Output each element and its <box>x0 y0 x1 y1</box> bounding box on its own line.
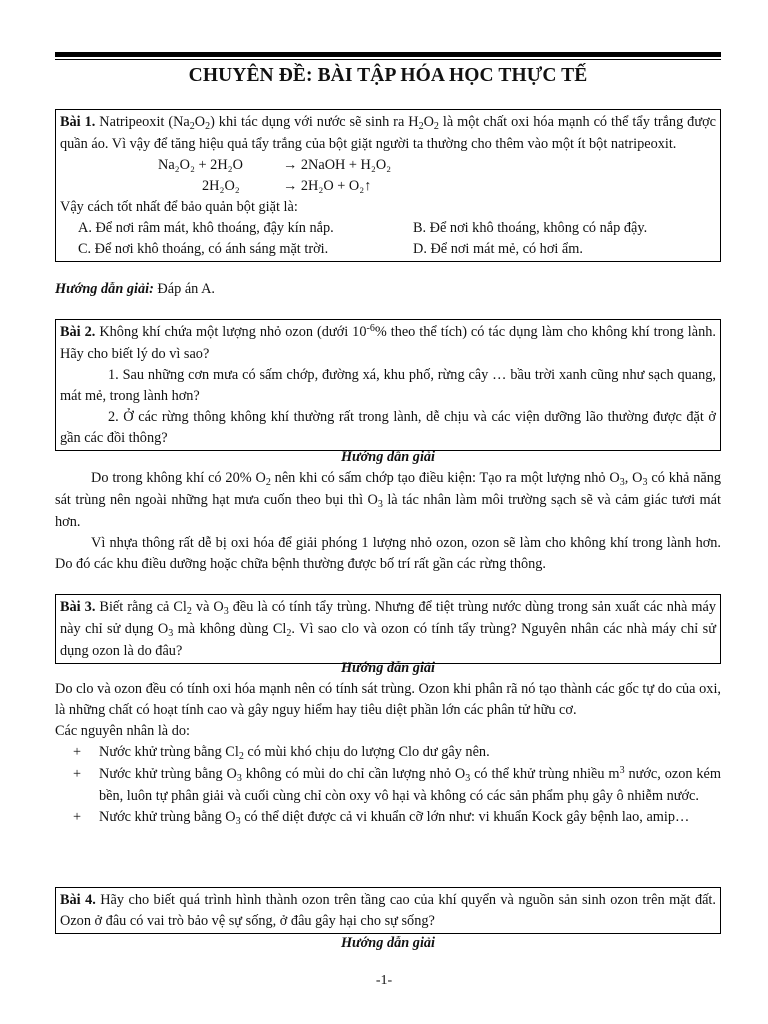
exercise-1-label: Bài 1. <box>60 114 96 130</box>
exercise-1-box <box>55 109 721 262</box>
exercise-2-item-1: 1. Sau những cơn mưa có sấm chớp, đường xá, khu phố, rừng cây … bầu trời xanh cũng như sạch quang, mát mẻ, trong lành hơn? <box>60 367 716 404</box>
bullet-mark: + <box>73 809 82 825</box>
equation-2: 2H₂O₂ → 2H₂O + O₂↑ <box>202 178 372 194</box>
page-title: CHUYÊN ĐỀ: BÀI TẬP HÓA HỌC THỰC TẾ <box>188 65 588 86</box>
exercise-4-label: Bài 4. <box>60 892 96 908</box>
exercise-2-item-2: 2. Ở các rừng thông không khí thường rất trong lành, dễ chịu và các viện dưỡng lão thường được đặt ở gần các đồi thông? <box>60 409 716 446</box>
exercise-4-box: Bài 4. Hãy cho biết quá trình hình thành ozon trên tầng cao của khí quyển và nguồn sản sinh ozon trên mặt đất. Ozon ở đâu có vai trò bảo vệ sự sống, ở đâu gây hại cho sự sống? <box>55 887 721 934</box>
solution-paragraph-2: Các nguyên nhân là do: <box>55 723 190 739</box>
exercise-3-solution <box>55 658 721 829</box>
solution-paragraph-2: Vì nhựa thông rất dễ bị oxi hóa để giải phóng 1 lượng nhỏ ozon, ozon sẽ làm cho không khí trong lành hơn. Do đó các khu điều dưỡng hoặc chữa bệnh thường được bố trí rất gần các rừng thông. <box>55 535 721 572</box>
bullet-mark: + <box>73 744 82 760</box>
header-rule-thick <box>55 52 721 57</box>
option-a: A. Để nơi râm mát, khô thoáng, đậy kín nắp. <box>78 220 334 236</box>
exercise-1-solution <box>55 279 721 300</box>
exercise-2-solution <box>55 447 721 575</box>
solution-heading: Hướng dẫn giải <box>340 449 436 465</box>
solution-paragraph-1: Do trong không khí có 20% $O_2$ nên khi có sấm chớp tạo điều kiện: Tạo ra một lượng nhỏ $O_3$, $O_3$ có khả năng sát trùng nên ngoài những hạt mưa cuốn theo bụi thì $O_3$ là tác nhân làm môi trường sạch sẽ và cảm giác tươi mát hơn. <box>55 470 721 530</box>
bullet-mark: + <box>73 766 82 782</box>
bullet-item: + Nước khử trùng bằng $O_3$ có thể diệt được cả vi khuẩn cỡ lớn như: vi khuẩn Kock gây bệnh lao, amip… <box>55 807 721 829</box>
exercise-2-question: Bài 2. Không khí chứa một lượng nhỏ ozon (dưới $10^{-6}\%$ theo thể tích) có tác dụng làm cho không khí trong lành. Hãy cho biết lý do vì sao? <box>60 323 716 362</box>
exercise-2-box <box>55 319 721 451</box>
equation-1: Na₂O₂ + 2H₂O → 2NaOH + H₂O₂ <box>158 157 392 173</box>
exercise-1-question: Bài 1. Natripeoxit $(Na_2O_2)$ khi tác dụng với nước sẽ sinh ra $H_2O_2$ là một chất oxi hóa mạnh có thể tẩy trắng được quần áo. Vì vậy để tăng hiệu quả tẩy trắng của bột giặt người ta thường cho thêm vào một ít bột natripeoxit. <box>60 114 716 152</box>
exercise-3-label: Bài 3. <box>60 599 96 615</box>
bullet-item: + Nước khử trùng bằng $Cl_2$ có mùi khó chịu do lượng Clo dư gây nên. <box>55 742 721 764</box>
solution-heading: Hướng dẫn giải <box>340 660 436 676</box>
bullet-item: + Nước khử trùng bằng $O_3$ không có mùi do chỉ cần lượng nhỏ $O_3$ có thể khử trùng nhiều $m^3$ nước, ozon kém bền, luôn tự phân giải và cuối cùng chỉ còn oxy vô hại và không có các sản phẩm phụ gây ô nhiễm nước. <box>55 764 721 807</box>
header-rule-thin <box>55 59 721 60</box>
options-row-1 <box>60 218 716 239</box>
solution-paragraph-1: Do clo và ozon đều có tính oxi hóa mạnh nên có tính sát trùng. Ozon khi phân rã nó tạo thành các gốc tự do của oxi, là những chất có hoạt tính cao và gây nguy hiểm hay tiêu diệt phần lớn các phân tử hữu cơ. <box>55 681 721 718</box>
solution-label: Hướng dẫn giải: <box>55 281 154 297</box>
exercise-4-solution <box>55 933 721 954</box>
option-c: C. Để nơi khô thoáng, có ánh sáng mặt trời. <box>78 241 329 257</box>
exercise-3-box: Bài 3. Biết rằng cả $Cl_2$ và $O_3$ đều là có tính tẩy trùng. Nhưng để tiệt trùng nước dùng trong sản xuất các nhà máy này chỉ sử dụng $O_3$ mà không dùng $Cl_2$. Vì sao clo và ozon có tính tẩy trùng? Nguyên nhân các nhà máy chỉ sử dụng ozon là do đâu? <box>55 594 721 664</box>
solution-answer: Đáp án A. <box>153 281 216 297</box>
option-b: B. Để nơi khô thoáng, không có nắp đậy. <box>413 220 648 236</box>
solution-heading: Hướng dẫn giải <box>340 935 436 951</box>
exercise-2-label: Bài 2. <box>60 324 96 340</box>
exercise-1-prompt: Vậy cách tốt nhất để bảo quản bột giặt là: <box>60 199 298 215</box>
page-number: -1- <box>375 973 393 988</box>
options-row-2 <box>60 239 716 260</box>
option-d: D. Để nơi mát mẻ, có hơi ẩm. <box>413 241 583 257</box>
